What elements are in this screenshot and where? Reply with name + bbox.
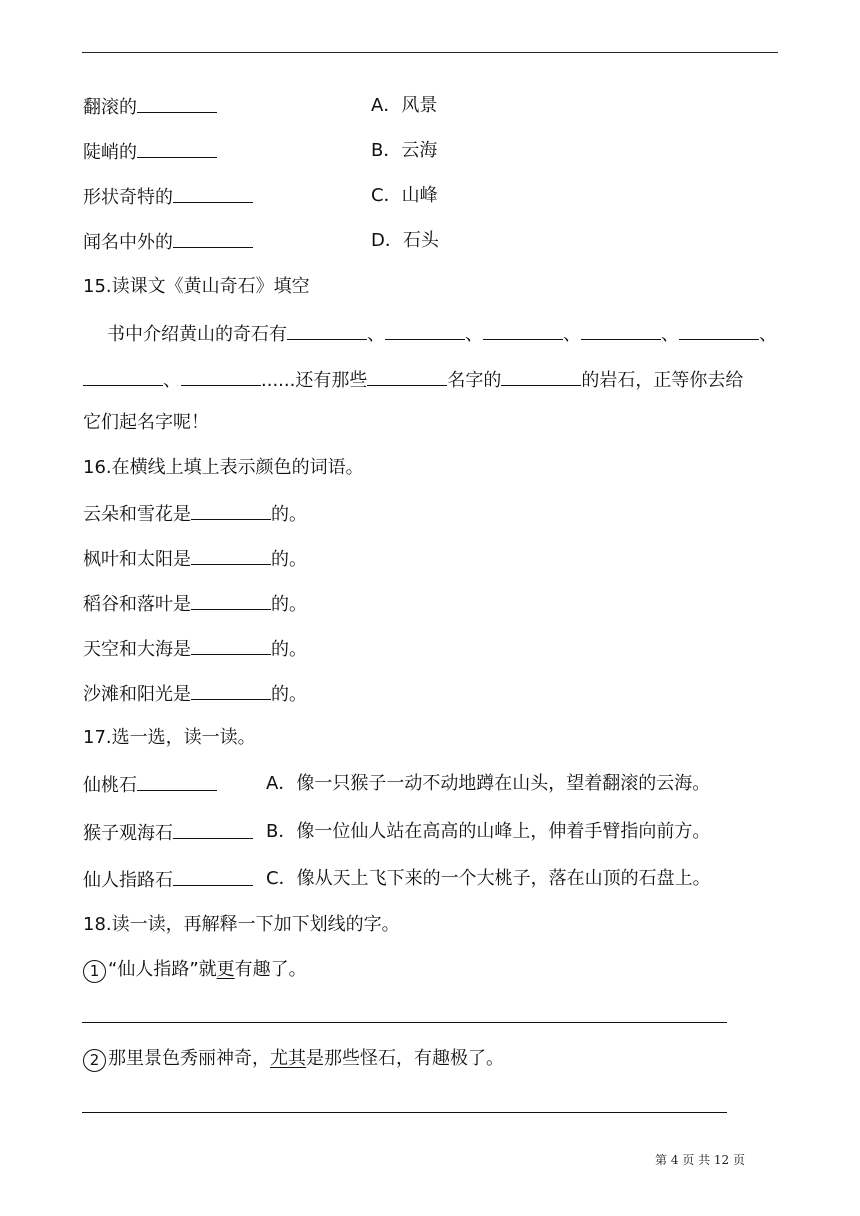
answer-blank[interactable]: [385, 321, 465, 340]
q15-title: 15.读课文《黄山奇石》填空: [83, 276, 310, 297]
answer-blank[interactable]: [367, 367, 447, 386]
answer-blank[interactable]: [173, 820, 253, 839]
answer-line-1[interactable]: [82, 1022, 727, 1023]
q15-line-1: 书中介绍黄山的奇石有 、 、 、 、 、: [107, 321, 777, 347]
q17-left-2: 猴子观海石: [83, 820, 253, 846]
q17-left-3: 仙人指路石: [83, 867, 253, 893]
answer-blank[interactable]: [191, 636, 271, 655]
answer-blank[interactable]: [173, 867, 253, 886]
answer-blank[interactable]: [191, 681, 271, 700]
answer-blank[interactable]: [483, 321, 563, 340]
header-rule: [82, 52, 778, 53]
answer-blank[interactable]: [137, 139, 217, 158]
q17-option-a: A．像一只猴子一动不动地蹲在山头，望着翻滚的云海。: [266, 773, 711, 794]
circled-number: 2: [83, 1049, 106, 1072]
q17-option-b: B．像一位仙人站在高高的山峰上，伸着手臂指向前方。: [266, 821, 711, 842]
q18-sentence-2: 2 那里景色秀丽神奇，尤其是那些怪石，有趣极了。: [83, 1047, 504, 1072]
answer-blank[interactable]: [137, 94, 217, 113]
q16-item-5: 沙滩和阳光是 的。: [83, 681, 307, 707]
q17-option-c: C．像从天上飞下来的一个大桃子，落在山顶的石盘上。: [266, 868, 711, 889]
q15-line-2: 、 ......还有那些 名字的 的岩石，正等你去给: [83, 367, 743, 393]
q18-title: 18.读一读，再解释一下加下划线的字。: [83, 914, 400, 935]
answer-blank[interactable]: [173, 229, 253, 248]
q16-item-2: 枫叶和太阳是 的。: [83, 546, 307, 572]
answer-blank[interactable]: [581, 321, 661, 340]
q17-left-1: 仙桃石: [83, 772, 217, 798]
underlined-word: 更: [216, 959, 235, 980]
answer-line-2[interactable]: [82, 1112, 727, 1113]
page-footer: 第 4 页 共 12 页: [655, 1153, 745, 1167]
match-right-d: D．石头: [371, 230, 439, 251]
q16-item-3: 稻谷和落叶是 的。: [83, 591, 307, 617]
answer-blank[interactable]: [83, 367, 163, 386]
answer-blank[interactable]: [191, 501, 271, 520]
answer-blank[interactable]: [137, 772, 217, 791]
q17-title: 17.选一选，读一读。: [83, 727, 256, 748]
match-left-1: 翻滚的: [83, 94, 217, 120]
underlined-word: 尤其: [270, 1048, 306, 1069]
match-right-b: B．云海: [371, 140, 438, 161]
answer-blank[interactable]: [679, 321, 759, 340]
match-right-c: C．山峰: [371, 185, 438, 206]
circled-number: 1: [83, 960, 106, 983]
answer-blank[interactable]: [181, 367, 261, 386]
match-left-4: 闻名中外的: [83, 229, 253, 255]
q15-line-3: 它们起名字呢！: [83, 412, 209, 433]
q16-item-1: 云朵和雪花是 的。: [83, 501, 307, 527]
answer-blank[interactable]: [501, 367, 581, 386]
match-left-3: 形状奇特的: [83, 184, 253, 210]
q16-title: 16.在横线上填上表示颜色的词语。: [83, 457, 364, 478]
answer-blank[interactable]: [191, 546, 271, 565]
answer-blank[interactable]: [173, 184, 253, 203]
q18-sentence-1: 1 “仙人指路”就更有趣了。: [83, 958, 307, 983]
answer-blank[interactable]: [191, 591, 271, 610]
match-right-a: A．风景: [371, 95, 438, 116]
answer-blank[interactable]: [287, 321, 367, 340]
match-left-2: 陡峭的: [83, 139, 217, 165]
q16-item-4: 天空和大海是 的。: [83, 636, 307, 662]
